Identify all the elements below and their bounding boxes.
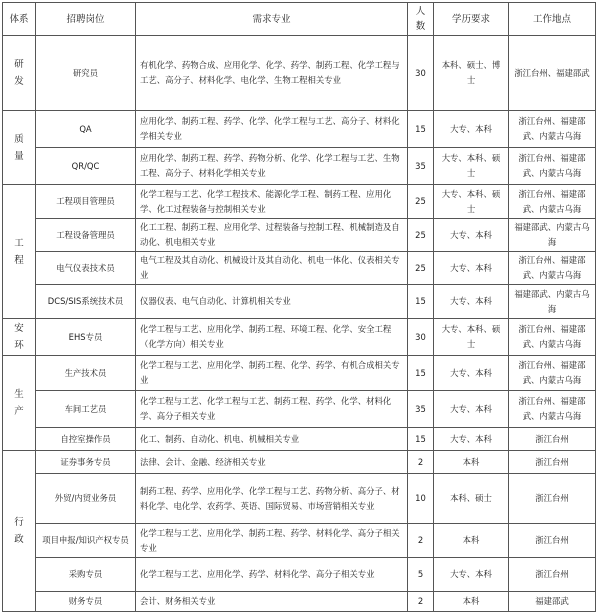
category-cell-production: 生 产: [3, 356, 36, 451]
count-cell: 10: [408, 474, 434, 524]
count-cell: 35: [408, 148, 434, 185]
education-cell: 本科: [434, 451, 509, 474]
table-row: [3, 285, 596, 319]
table-row: [3, 185, 596, 219]
table-row: [3, 428, 596, 451]
table-row: [3, 524, 596, 558]
education-cell: 本科、硕士: [434, 474, 509, 524]
count-cell: 2: [408, 451, 434, 474]
position-cell: 研究员: [36, 36, 136, 111]
recruitment-table: [2, 2, 596, 612]
major-cell: 应用化学、制药工程、药学、化学、化学工程与工艺、高分子、材料化学相关专业: [136, 111, 408, 148]
major-cell: 会计、财务相关专业: [136, 592, 408, 612]
count-cell: 25: [408, 185, 434, 219]
major-cell: 化学工程与工艺、应用化学、制药工程、药学、材料化学、高分子相关专业: [136, 524, 408, 558]
table-row: [3, 36, 596, 111]
category-cell-quality: 质 量: [3, 111, 36, 185]
position-cell: DCS/SIS系统技术员: [36, 285, 136, 319]
table-row: [3, 111, 596, 148]
category-cell-admin: 行 政: [3, 451, 36, 612]
table-header-row: [3, 3, 596, 36]
position-cell: 证券事务专员: [36, 451, 136, 474]
major-cell: 应用化学、制药工程、药学、药物分析、化学、化学工程与工艺、生物工程、高分子、材料化学相关专业: [136, 148, 408, 185]
location-cell: 浙江台州、福建邵武、内蒙古乌海: [509, 356, 596, 391]
header-cell-system: 体系: [3, 3, 36, 36]
education-cell: 大专、本科: [434, 391, 509, 428]
education-cell: 本科、硕士、博士: [434, 36, 509, 111]
table-row: [3, 592, 596, 612]
count-cell: 35: [408, 391, 434, 428]
location-cell: 浙江台州: [509, 558, 596, 592]
table-row: [3, 474, 596, 524]
position-cell: 电气仪表技术员: [36, 252, 136, 285]
education-cell: 大专、本科: [434, 252, 509, 285]
location-cell: 浙江台州、福建邵武、内蒙古乌海: [509, 252, 596, 285]
position-cell: 工程项目管理员: [36, 185, 136, 219]
count-cell: 25: [408, 252, 434, 285]
count-cell: 30: [408, 319, 434, 356]
major-cell: 电气工程及其自动化、机械设计及其自动化、机电一体化、仪表相关专业: [136, 252, 408, 285]
count-cell: 15: [408, 428, 434, 451]
education-cell: 大专、本科、硕士: [434, 319, 509, 356]
header-cell-count: 人数: [408, 3, 434, 36]
location-cell: 福建邵武、内蒙古乌海: [509, 219, 596, 252]
position-cell: QA: [36, 111, 136, 148]
position-cell: 自控室操作员: [36, 428, 136, 451]
major-cell: 有机化学、药物合成、应用化学、化学、药学、制药工程、化学工程与工艺、高分子、材料化学、电化学、生物工程相关专业: [136, 36, 408, 111]
count-cell: 15: [408, 111, 434, 148]
education-cell: 大专、本科: [434, 558, 509, 592]
major-cell: 化学工程与工艺、应用化学、药学、材料化学、高分子相关专业: [136, 558, 408, 592]
education-cell: 大专、本科: [434, 428, 509, 451]
count-cell: 5: [408, 558, 434, 592]
table-row: [3, 252, 596, 285]
position-cell: 工程设备管理员: [36, 219, 136, 252]
position-cell: 项目申报/知识产权专员: [36, 524, 136, 558]
major-cell: 化工、制药、自动化、机电、机械相关专业: [136, 428, 408, 451]
major-cell: 制药工程、药学、应用化学、化学工程与工艺、药物分析、高分子、材料化学、电化学、农药学、英语、国际贸易、市场营销相关专业: [136, 474, 408, 524]
major-cell: 法律、会计、金融、经济相关专业: [136, 451, 408, 474]
location-cell: 浙江台州: [509, 428, 596, 451]
header-cell-education: 学历要求: [434, 3, 509, 36]
location-cell: 浙江台州、福建邵武、内蒙古乌海: [509, 319, 596, 356]
position-cell: 采购专员: [36, 558, 136, 592]
count-cell: 15: [408, 285, 434, 319]
header-cell-position: 招聘岗位: [36, 3, 136, 36]
education-cell: 本科: [434, 592, 509, 612]
count-cell: 2: [408, 524, 434, 558]
location-cell: 福建邵武: [509, 592, 596, 612]
position-cell: 财务专员: [36, 592, 136, 612]
count-cell: 30: [408, 36, 434, 111]
header-cell-location: 工作地点: [509, 3, 596, 36]
education-cell: 大专、本科: [434, 219, 509, 252]
education-cell: 大专、本科、硕士: [434, 148, 509, 185]
count-cell: 15: [408, 356, 434, 391]
position-cell: EHS专员: [36, 319, 136, 356]
location-cell: 浙江台州、福建邵武、内蒙古乌海: [509, 148, 596, 185]
education-cell: 本科: [434, 524, 509, 558]
position-cell: 生产技术员: [36, 356, 136, 391]
recruitment-table-container: [2, 2, 595, 606]
major-cell: 仪器仪表、电气自动化、计算机相关专业: [136, 285, 408, 319]
count-cell: 2: [408, 592, 434, 612]
position-cell: 外贸/内贸业务员: [36, 474, 136, 524]
major-cell: 化学工程与工艺、应用化学、制药工程、环境工程、化学、安全工程（化学方向）相关专业: [136, 319, 408, 356]
table-row: [3, 319, 596, 356]
location-cell: 浙江台州、福建邵武、内蒙古乌海: [509, 111, 596, 148]
category-cell-safety: 安 环: [3, 319, 36, 356]
location-cell: 浙江台州: [509, 451, 596, 474]
table-row: [3, 219, 596, 252]
table-row: [3, 148, 596, 185]
position-cell: QR/QC: [36, 148, 136, 185]
major-cell: 化学工程与工艺、化学工程技术、能源化学工程、制药工程、应用化学、化工过程装备与控制相关专业: [136, 185, 408, 219]
education-cell: 大专、本科、硕士: [434, 185, 509, 219]
table-row: [3, 391, 596, 428]
location-cell: 浙江台州、福建邵武、内蒙古乌海: [509, 185, 596, 219]
location-cell: 浙江台州: [509, 474, 596, 524]
location-cell: 浙江台州: [509, 524, 596, 558]
header-cell-major: 需求专业: [136, 3, 408, 36]
category-cell-rd: 研 发: [3, 36, 36, 111]
major-cell: 化学工程与工艺、应用化学、制药工程、化学、药学、有机合成相关专业: [136, 356, 408, 391]
position-cell: 车间工艺员: [36, 391, 136, 428]
education-cell: 大专、本科: [434, 111, 509, 148]
major-cell: 化学工程与工艺、化学工程与工艺、制药工程、药学、化学、材料化学、高分子相关专业: [136, 391, 408, 428]
education-cell: 大专、本科: [434, 356, 509, 391]
table-row: [3, 451, 596, 474]
table-row: [3, 356, 596, 391]
location-cell: 浙江台州、福建邵武: [509, 36, 596, 111]
location-cell: 浙江台州、福建邵武、内蒙古乌海: [509, 391, 596, 428]
location-cell: 福建邵武、内蒙古乌海: [509, 285, 596, 319]
education-cell: 大专、本科: [434, 285, 509, 319]
count-cell: 25: [408, 219, 434, 252]
major-cell: 化工工程、制药工程、应用化学、过程装备与控制工程、机械制造及自动化、机电相关专业: [136, 219, 408, 252]
category-cell-engineering: 工 程: [3, 185, 36, 319]
table-row: [3, 558, 596, 592]
